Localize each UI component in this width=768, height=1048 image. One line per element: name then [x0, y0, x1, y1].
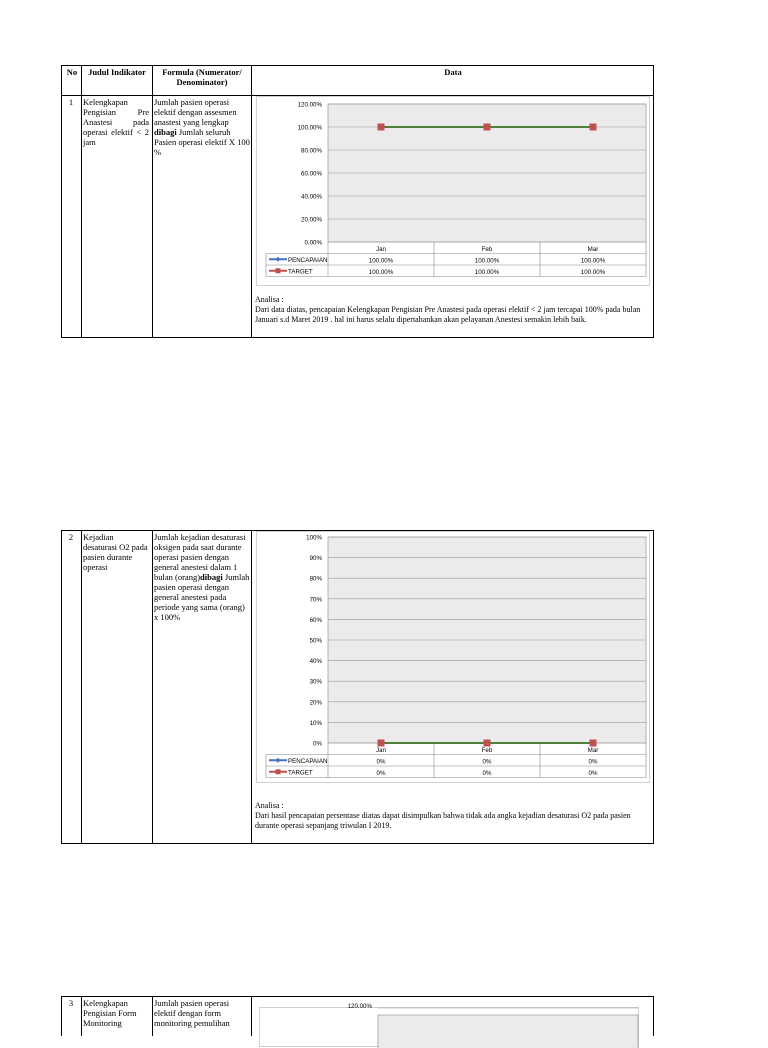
data-table-value: 0%: [588, 770, 598, 777]
indicator-formula: [154, 532, 250, 622]
analysis-block-1: [255, 295, 645, 325]
legend-key-marker: [276, 257, 281, 262]
y-tick-label: 40%: [309, 658, 322, 666]
analysis-title: Analisa :: [255, 801, 284, 810]
line-chart-1-svg: [257, 97, 651, 287]
y-tick-label: 0%: [313, 740, 322, 748]
formula-denominator: Jumlah pasien operasi dengan general anestesi pada periode yang sama (orang) x 100%: [154, 572, 250, 622]
indicator-title: Kelengkapan Pengisian Pre Anastesi pada operasi elektif < 2 jam: [83, 97, 149, 147]
data-table-value: 0%: [376, 758, 386, 766]
x-category-label: Jan: [376, 747, 386, 754]
data-point: [484, 124, 491, 131]
legend-key-marker: [276, 758, 281, 763]
data-table-value: 0%: [376, 770, 386, 777]
y-tick-label: 80.00%: [301, 147, 322, 155]
indicator-table-2: [61, 530, 654, 844]
line-chart-3: [259, 1003, 639, 1047]
y-tick-label: 80%: [309, 575, 322, 583]
data-point: [590, 124, 597, 131]
header-data: Data: [444, 67, 462, 77]
legend-label: PENCAPAIAN: [288, 256, 328, 264]
y-tick-label: 120.00%: [347, 1003, 372, 1010]
data-table-value: 100.00%: [368, 257, 394, 265]
data-table-value: 0%: [482, 758, 492, 766]
data-table-value: 100.00%: [474, 257, 500, 265]
legend-key-marker: [276, 268, 281, 273]
x-category-label: Jan: [376, 246, 386, 253]
row-number: 3: [68, 998, 74, 1008]
line-chart-3-svg: [260, 1003, 640, 1048]
row-number: 2: [68, 532, 74, 542]
data-table-value: 100.00%: [580, 257, 606, 265]
data-table-value: 100.00%: [580, 269, 606, 276]
legend-label: PENCAPAIAN: [288, 757, 328, 765]
analysis-title: Analisa :: [255, 295, 284, 304]
legend-label: TARGET: [288, 268, 313, 276]
y-tick-label: 100.00%: [297, 124, 322, 132]
indicator-table-1: [61, 65, 654, 338]
formula-divider: dibagi: [154, 127, 177, 137]
y-tick-label: 100%: [306, 534, 322, 542]
indicator-table-3: [61, 996, 654, 1036]
header-judul: Judul Indikator: [88, 67, 146, 77]
formula-numerator: Jumlah pasien operasi elektif dengan form monitoring pemulihan: [154, 998, 230, 1028]
y-tick-label: 90%: [309, 555, 322, 563]
data-point: [590, 740, 597, 747]
line-chart-2-svg: [257, 532, 651, 784]
analysis-text: Dari data diatas, pencapaian Kelengkapan Pengisian Pre Anastesi pada operasi elektif < 2 jam tercapai 100% pada bulan Januari s.d Maret 2019 . hal ini harus selalu dipertahankan akan pelayanan Anestesi semakin lebih baik.: [255, 305, 641, 324]
analysis-block-2: [255, 801, 645, 831]
data-table-value: 100.00%: [474, 269, 500, 276]
y-tick-label: 40.00%: [301, 193, 322, 201]
header-no: No: [66, 67, 78, 77]
formula-divider: dibagi: [200, 572, 223, 582]
legend-key-marker: [276, 769, 281, 774]
indicator-formula: [154, 97, 250, 157]
plot-area: [378, 1015, 638, 1048]
x-category-label: Feb: [481, 747, 493, 754]
analysis-text: Dari hasil pencapaian persentase diatas dapat disimpulkan bahwa tidak ada angka kejadian desaturasi O2 pada pasien durante operasi sepanjang triwulan I 2019.: [255, 811, 631, 830]
data-point: [378, 740, 385, 747]
y-tick-label: 20.00%: [301, 216, 322, 224]
data-table-value: 100.00%: [368, 269, 394, 276]
y-tick-label: 70%: [309, 596, 322, 604]
data-table-value: 0%: [588, 758, 598, 766]
x-category-label: Feb: [481, 246, 493, 253]
x-category-label: Mar: [587, 747, 599, 754]
row-number: 1: [68, 97, 74, 107]
y-tick-label: 50%: [309, 637, 322, 645]
x-category-label: Mar: [587, 246, 599, 253]
formula-numerator: Jumlah pasien operasi elektif dengan assesmen anastesi yang lengkap: [154, 97, 237, 127]
header-formula: Formula (Numerator/ Denominator): [162, 67, 242, 87]
data-point: [378, 124, 385, 131]
y-tick-label: 60%: [309, 616, 322, 624]
y-tick-label: 0.00%: [304, 239, 322, 247]
line-chart-2: [256, 531, 650, 783]
indicator-title: Kelengkapan Pengisian Form Monitoring: [83, 998, 137, 1028]
y-tick-label: 120.00%: [297, 101, 322, 109]
indicator-title: Kejadian desaturasi O2 pada pasien durante operasi: [83, 532, 148, 572]
y-tick-label: 10%: [309, 719, 322, 727]
formula-denominator: Jumlah seluruh Pasien operasi elektif X 100 %: [154, 127, 250, 157]
y-tick-label: 60.00%: [301, 170, 322, 178]
legend-label: TARGET: [288, 769, 313, 777]
y-tick-label: 20%: [309, 699, 322, 707]
data-point: [484, 740, 491, 747]
formula-numerator: Jumlah kejadian desaturasi oksigen pada saat durante operasi pasien dengan general anestesi dalam 1 bulan (orang): [154, 532, 246, 582]
y-tick-label: 30%: [309, 678, 322, 686]
line-chart-1: [256, 96, 650, 286]
data-table-value: 0%: [482, 770, 492, 777]
